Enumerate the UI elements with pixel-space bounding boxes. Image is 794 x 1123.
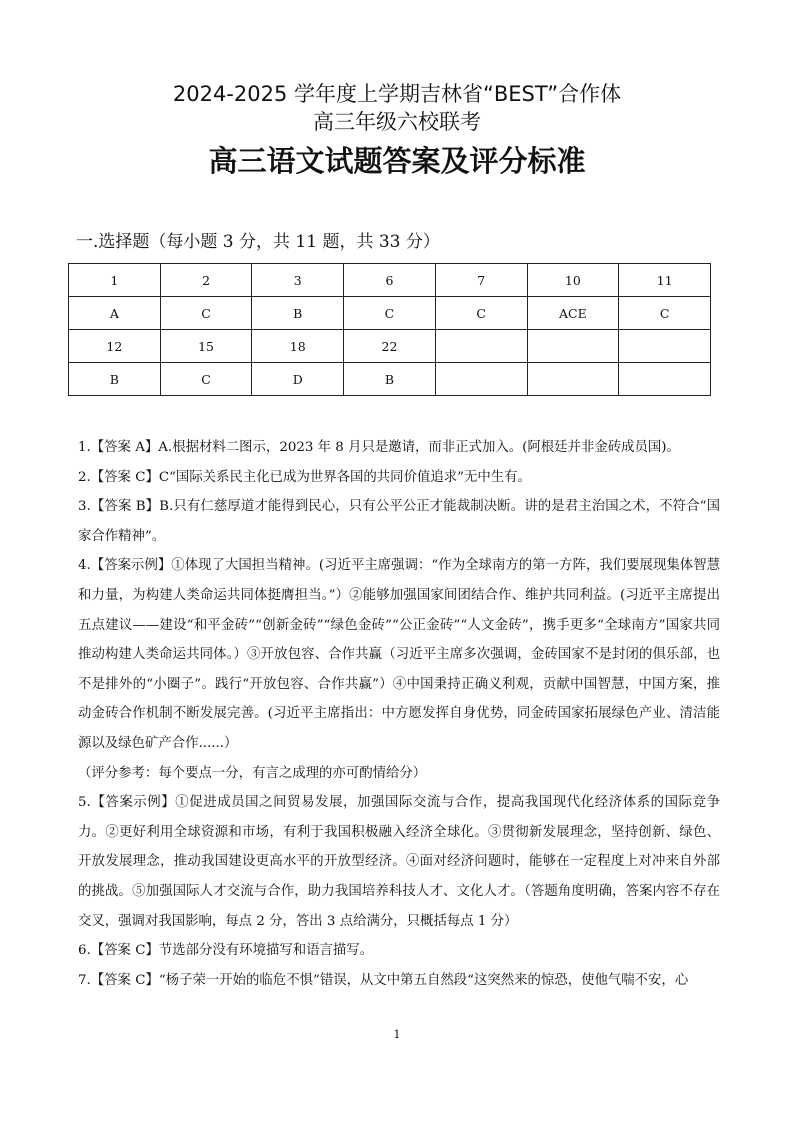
answer-paragraph-6: 6.【答案 C】节选部分没有环境描写和语言描写。: [78, 943, 374, 959]
page-title: 高三语文试题答案及评分标准: [208, 144, 586, 178]
table-cell: 12: [69, 330, 161, 363]
table-cell: [527, 330, 619, 363]
table-cell: 1: [69, 264, 161, 297]
answer-paragraph-1: 1.【答案 A】A.根据材料二图示，2023 年 8 月只是邀请，而非正式加入。(阿根廷并非金砖成员国)。: [78, 440, 680, 455]
answer-table: [68, 263, 711, 396]
table-cell: 2: [160, 264, 252, 297]
table-cell: 6: [344, 264, 436, 297]
table-cell: C: [160, 363, 252, 396]
table-cell: B: [252, 297, 344, 330]
table-cell: 18: [252, 330, 344, 363]
table-cell: 22: [344, 330, 436, 363]
table-cell: 10: [527, 264, 619, 297]
scoring-note: （评分参考：每个要点一分，有言之成理的亦可酌情给分）: [78, 765, 427, 781]
table-cell: D: [252, 363, 344, 396]
table-cell: [435, 330, 527, 363]
table-cell: C: [344, 297, 436, 330]
answer-paragraph-4: 4.【答案示例】①体现了大国担当精神。(习近平主席强调：“作为全球南方的第一方阵，我们要展现集体智慧和力量，为构建人类命运共同体挺膺担当。”）②能够加强国家间团结合作、维护共同利益。(习近平主席提出五点建议——建设“和平金砖”“创新金砖”“绿色金砖”“公正金砖”“人文金砖”，携手更多“全球南方”国家共同推动构建人类命运共同体。）③开放包容、合作共赢（习近平主席多次强调，金砖国家不是封闭的俱乐部，也不是排外的“小圈子”。践行“开放包容、合作共赢”）④中国秉持正确义利观，贡献中国智慧，中国方案，推动金砖合作机制不断发展完善。(习近平主席指出：中方愿发挥自身优势，同金砖国家拓展绿色产业、清洁能源以及绿色矿产合作......）: [78, 558, 720, 751]
answer-paragraph-7: 7.【答案 C】“杨子荣一开始的临危不惧”错误，从文中第五自然段“这突然来的惊恐，使他气喘不安，心: [78, 972, 689, 988]
header-title-line2: 高三年级六校联考: [313, 110, 481, 134]
answer-paragraph-2: 2.【答案 C】C“国际关系民主化已成为世界各国的共同价值追求”无中生有。: [78, 469, 531, 485]
table-cell: [619, 330, 711, 363]
table-row: [69, 330, 711, 363]
answer-paragraph-3: 3.【答案 B】B.只有仁慈厚道才能得到民心，只有公平公正才能裁制决断。讲的是君主治国之术，不符合“国家合作精神”。: [78, 499, 720, 544]
table-cell: [527, 363, 619, 396]
table-cell: B: [69, 363, 161, 396]
table-cell: C: [160, 297, 252, 330]
table-cell: A: [69, 297, 161, 330]
table-cell: C: [435, 297, 527, 330]
table-cell: 11: [619, 264, 711, 297]
section-heading: 一.选择题（每小题 3 分，共 11 题，共 33 分）: [76, 232, 440, 252]
page-number: 1: [393, 1028, 401, 1041]
table-cell: [619, 363, 711, 396]
table-cell: 15: [160, 330, 252, 363]
table-row: [69, 297, 711, 330]
table-row: [69, 264, 711, 297]
table-row: [69, 363, 711, 396]
table-cell: 7: [435, 264, 527, 297]
answer-explanations: [78, 433, 720, 995]
table-cell: 3: [252, 264, 344, 297]
header-title-line1: 2024-2025 学年度上学期吉林省“BEST”合作体: [172, 82, 622, 106]
table-cell: [435, 363, 527, 396]
table-cell: C: [619, 297, 711, 330]
answer-paragraph-5: 5.【答案示例】①促进成员国之间贸易发展，加强国际交流与合作，提高我国现代化经济体系的国际竞争力。②更好利用全球资源和市场，有利于我国积极融入经济全球化。③贯彻新发展理念，坚持创新、绿色、开放发展理念，推动我国建设更高水平的开放型经济。④面对经济问题时，能够在一定程度上对冲来自外部的挑战。⑤加强国际人才交流与合作，助力我国培养科技人才、文化人才。（答题角度明确，答案内容不存在交叉，强调对我国影响，每点 2 分，答出 3 点给满分，只概括每点 1 分）: [78, 795, 720, 929]
table-cell: B: [344, 363, 436, 396]
table-cell: ACE: [527, 297, 619, 330]
